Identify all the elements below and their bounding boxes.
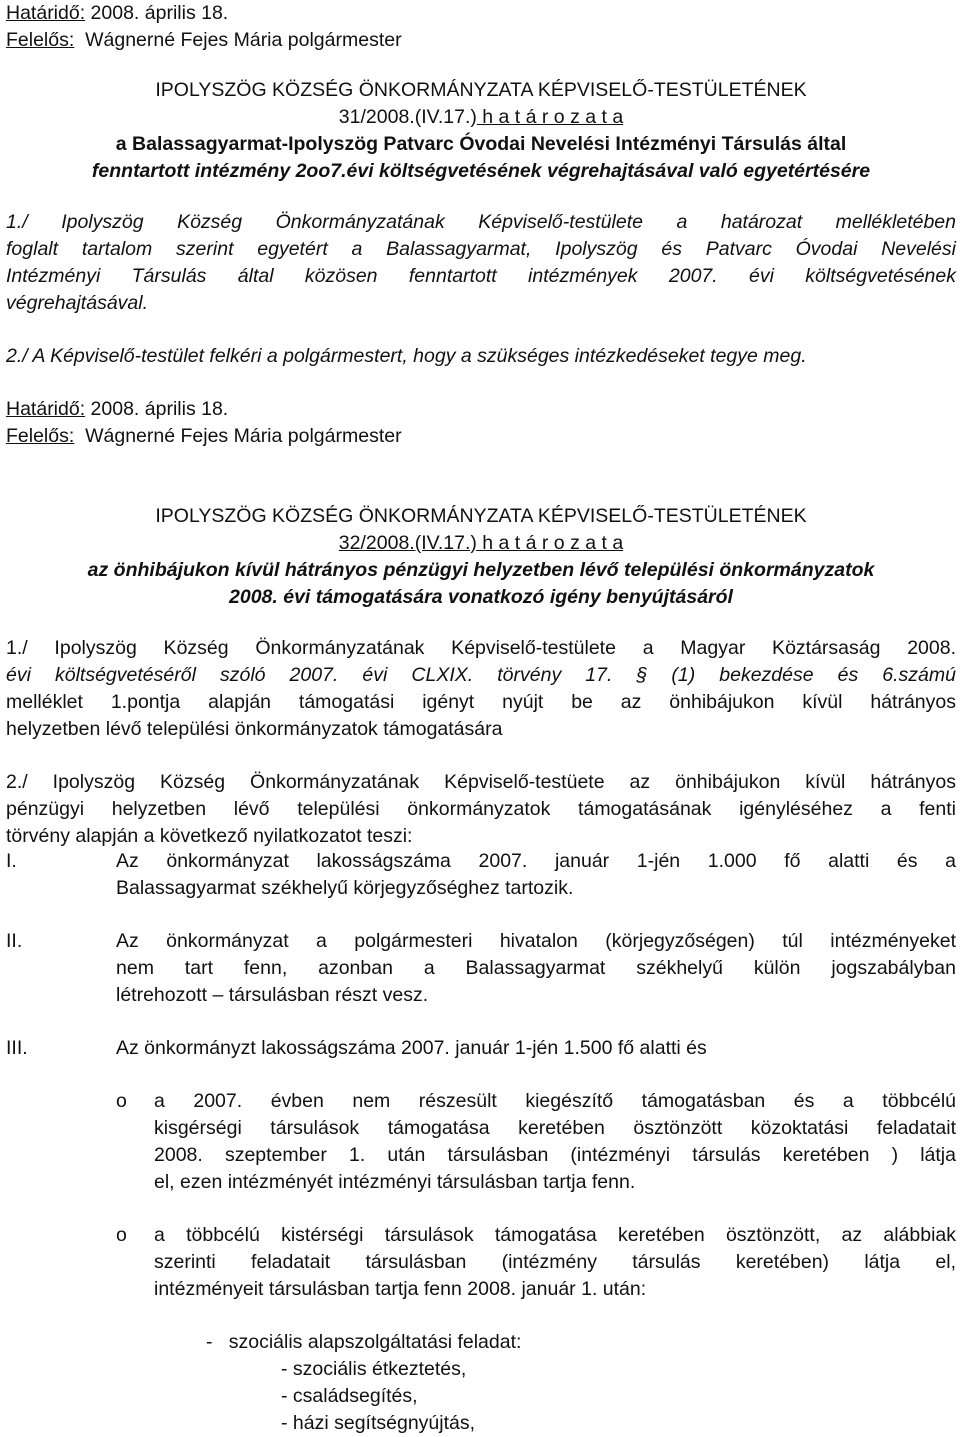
paragraph-line: pénzügyi helyzetben lévő települési önkormányzatok támogatásának igényléséhez a fenti (6, 798, 956, 820)
resolution-number-line (6, 104, 956, 131)
resolution-title-2: 2008. évi támogatására vonatkozó igény benyújtásáról (229, 586, 733, 608)
paragraph-line: foglalt tartalom szerint egyetért a Balassagyarmat, Ipolyszög és Patvarc Óvodai Nevelési (6, 238, 956, 260)
roman-item-1 (6, 848, 956, 902)
deadline-label: Határidő: (6, 2, 86, 24)
resolution-number: 31/2008.(IV.17.) (338, 106, 477, 128)
resolution-heading: IPOLYSZÖG KÖZSÉG ÖNKORMÁNYZATA KÉPVISELŐ-TESTÜLETÉNEK (155, 505, 807, 527)
paragraph-line: évi költségvetéséről szóló 2007. évi CLXIX. törvény 17. § (1) bekezdése és 6.számú (6, 664, 956, 686)
paragraph-line: törvény alapján a következő nyilatkozatot teszi: (6, 825, 413, 847)
responsible-label: Felelős: (6, 29, 75, 51)
deadline-value: 2008. április 18. (85, 2, 229, 24)
resolution-number-line (6, 530, 956, 557)
resolution-hatarozata: h a t á r o z a t a (476, 532, 624, 554)
bullet-line: kisgérségi társulások támogatása keretében ösztönzött közoktatási feladatait (154, 1117, 956, 1139)
responsible-line (6, 27, 956, 54)
sub-item: - házi segítségnyújtás, (281, 1412, 476, 1434)
responsible-line (6, 423, 956, 450)
roman-item-3 (6, 1035, 956, 1062)
resolution-31-paragraph-1 (6, 209, 956, 317)
top-meta (6, 0, 956, 54)
deadline-line (6, 0, 956, 27)
item-line: Az önkormányzat a polgármesteri hivatalon (körjegyzőségen) túl intézményeket (116, 930, 956, 952)
resolution-32-paragraph-2 (6, 769, 956, 850)
deadline-line (6, 396, 956, 423)
resolution-title-2: fenntartott intézmény 2oo7.évi költségvetésének végrehajtásával való egyetértésére (91, 160, 871, 182)
roman-item-body (116, 928, 956, 1009)
bullet-item-2 (6, 1222, 956, 1303)
roman-item-body (116, 1035, 956, 1062)
item-line: Balassagyarmat székhelyű körjegyzőséghez tartozik. (116, 877, 574, 899)
paragraph-line: 2./ Ipolyszög Község Önkormányzatának Képviselő-testüete az önhibájukon kívül hátrányos (6, 771, 956, 793)
sub-item: - szociális étkeztetés, (281, 1358, 467, 1380)
paragraph-line: 1./ Ipolyszög Község Önkormányzatának Képviselő-testülete a Magyar Köztársaság 2008. (6, 637, 956, 659)
bullet-line: szerinti feladatait társulásban (intézmény társulás keretében) látja el, (154, 1251, 956, 1273)
resolution-31 (6, 77, 956, 185)
resolution-31-paragraph-2: 2./ A Képviselő-testület felkéri a polgármestert, hogy a szükséges intézkedéseket tegye meg. (6, 345, 807, 367)
service-list (6, 1329, 956, 1437)
resolution-heading: IPOLYSZÖG KÖZSÉG ÖNKORMÁNYZATA KÉPVISELŐ-TESTÜLETÉNEK (155, 79, 807, 101)
responsible-label: Felelős: (6, 425, 75, 447)
paragraph-line: helyzetben lévő települési önkormányzatok támogatására (6, 718, 503, 740)
item-line: nem tart fenn, azonban a Balassagyarmat székhelyű külön jogszabályban (116, 957, 956, 979)
paragraph-line: melléklet 1.pontja alapján támogatási igényt nyújt be az önhibájukon kívül hátrányos (6, 691, 956, 713)
roman-item-2 (6, 928, 956, 1009)
bullet-body (154, 1222, 956, 1303)
item-line: létrehozott – társulásban részt vesz. (116, 984, 429, 1006)
resolution-hatarozata: h a t á r o z a t a (476, 106, 624, 128)
paragraph-line: Intézményi Társulás által közösen fenntartott intézmények 2007. évi költségvetésének (6, 265, 956, 287)
bullet-line: intézményeit társulásban tartja fenn 2008. január 1. után: (154, 1278, 647, 1300)
responsible-value: Wágnerné Fejes Mária polgármester (74, 425, 402, 447)
responsible-value: Wágnerné Fejes Mária polgármester (74, 29, 402, 51)
sub-item: - családsegítés, (281, 1385, 418, 1407)
resolution-31-meta (6, 396, 956, 450)
bullet-line: 2008. szeptember 1. után társulásban (intézményi társulás keretében ) látja (154, 1144, 956, 1166)
roman-numeral: I. (6, 850, 17, 872)
bullet-line: a többcélú kistérségi társulások támogatása keretében ösztönzött, az alábbiak (154, 1224, 956, 1246)
bullet-item-1 (6, 1088, 956, 1196)
dash-item: - szociális alapszolgáltatási feladat: (206, 1331, 522, 1353)
deadline-label: Határidő: (6, 398, 86, 420)
bullet-line: a 2007. évben nem részesült kiegészítő támogatásban és a többcélú (154, 1090, 956, 1112)
roman-item-body (116, 848, 956, 902)
roman-numeral: III. (6, 1037, 28, 1059)
resolution-title-1: az önhibájukon kívül hátrányos pénzügyi helyzetben lévő települési önkormányzatok (87, 559, 875, 581)
resolution-number: 32/2008.(IV.17.) (338, 532, 477, 554)
bullet-body (154, 1088, 956, 1196)
bullet-line: el, ezen intézményét intézményi társulásban tartja fenn. (154, 1171, 636, 1193)
bullet-marker: o (116, 1090, 127, 1112)
deadline-value: 2008. április 18. (85, 398, 229, 420)
resolution-32 (6, 503, 956, 611)
resolution-title-1: a Balassagyarmat-Ipolyszög Patvarc Óvodai Nevelési Intézményi Társulás által (115, 133, 847, 155)
paragraph-line: 1./ Ipolyszög Község Önkormányzatának Képviselő-testülete a határozat mellékletében (6, 211, 956, 233)
paragraph-line: végrehajtásával. (6, 292, 149, 314)
item-line: Az önkormányzat lakosságszáma 2007. január 1-jén 1.000 fő alatti és a (116, 850, 956, 872)
bullet-marker: o (116, 1224, 127, 1246)
resolution-32-paragraph-1 (6, 635, 956, 743)
item-line: Az önkormányzt lakosságszáma 2007. január 1-jén 1.500 fő alatti és (116, 1037, 707, 1059)
roman-numeral: II. (6, 930, 23, 952)
